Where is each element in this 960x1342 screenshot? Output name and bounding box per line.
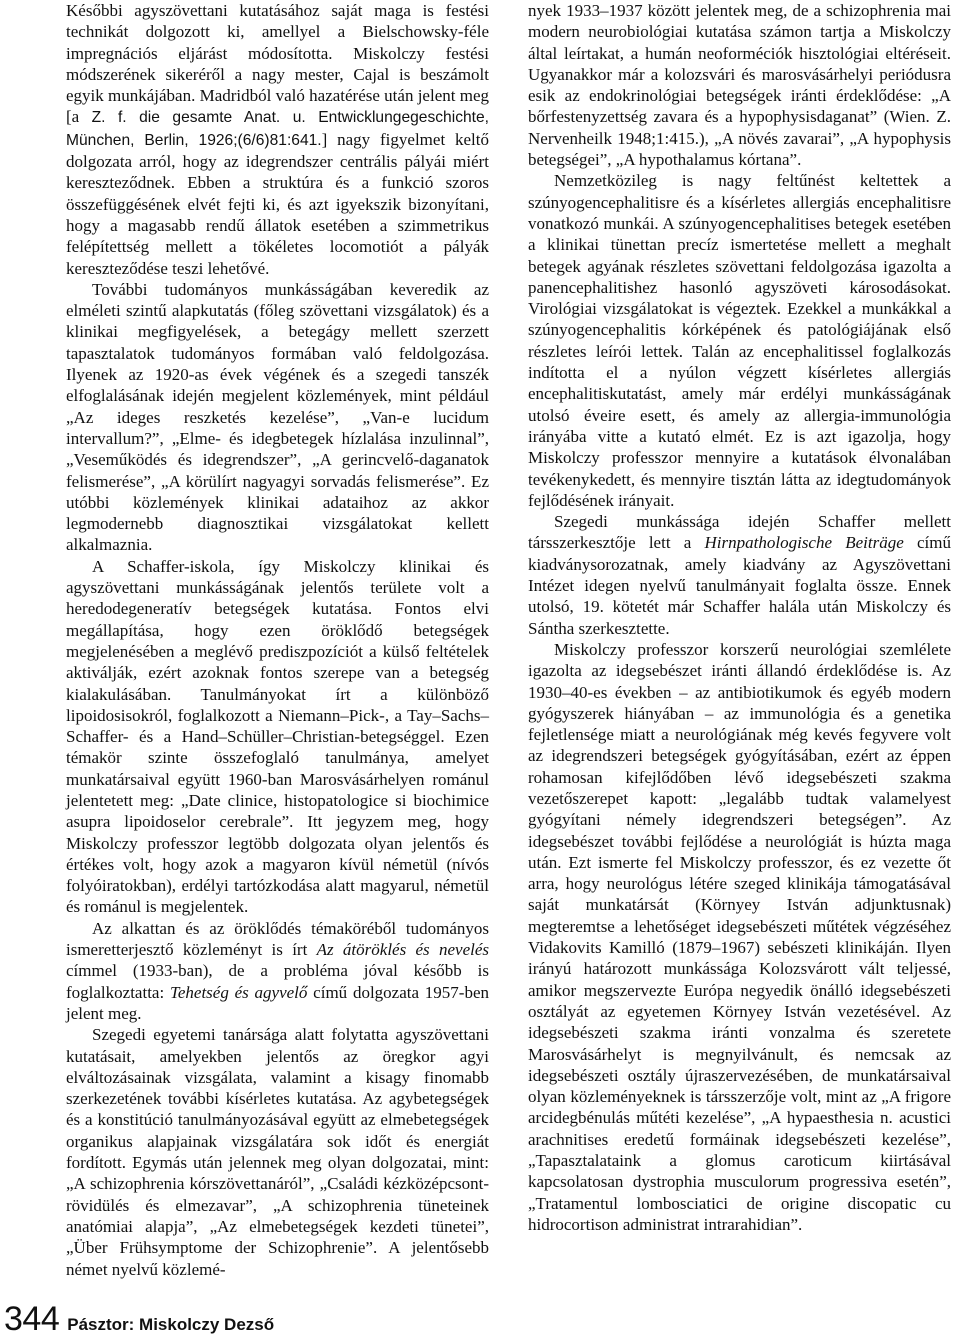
paragraph: További tudományos munkásságában keveredik az elméleti szintű alapkutatás (főleg szövettani vizsgálatok) és a klinikai megfigyelések, a betegágy mellett szerzett tapasztalatok tudományos formában való feldolgozása. Ilyenek az 1920-as évek végének és a szegedi tanszék elfoglalásának idején megjelent közlemények, mint például „Az ideges reszketés kezelése”, „Van-e lucidum intervallum?”, „Elme- és idegbetegek hízlalása inzulinnal”, „Veseműködés és idegrendszer”, „A gerincvelő-daganatok felismerése”, „A körülírt nagyagyi sorvadás felismerése”. Ez utóbbi közlemények klinikai adataihoz az akkor legmodernebb diagnosztikai vizsgálatokat kellett alkalmaznia. <box>66 279 489 555</box>
paragraph: Szegedi munkássága idején Schaffer mellett társszerkesztője lett a Hirnpathologische Beiträge című kiadványsorozatnak, amely kiadvány az Agyszövettani Intézet idegen nyelvű tanulmányait foglalta össze. Ennek utolsó, 19. kötetét már Schaffer halála után Miskolczy és Sántha szerkesztette. <box>528 512 951 638</box>
reference-citation: Wien. Z. Nervenheilk 1948;1:415. <box>528 107 951 148</box>
page-footer <box>4 1300 274 1340</box>
running-head: Pásztor: Miskolczy Dezső <box>67 1315 275 1334</box>
paragraph: Későbbi agyszövettani kutatásához saját maga is festési technikát dolgozott ki, amellyel a Bielschowsky-féle impregnációs eljárást módosította. Miskolczy festési módszerének sikeréről a nagy mester, Cajal is beszámolt egyik munkájában. Madridból való hazatérése után jelent meg [a Z. f. die gesamte Anat. u. Entwicklungegeschichte, München, Berlin, 1926;(6/6)81:641.] nagy figyelmet keltő dolgozata arról, hogy az idegrendszer centrális pályái miért kereszteződnek. Ebben a struktúra és a funkció szoros összefüggésének elvét fejti ki, és azt igyekszik bizonyítani, hogy a magasabb rendű állatok esetében a szimmetrikus felépítettség mellett a tökéletes locomotiót a pályák kereszteződése teszi lehetővé. <box>66 1 490 278</box>
page-number: 344 <box>4 1300 60 1338</box>
paragraph: Szegedi egyetemi tanársága alatt folytatta agyszövettani kutatásait, amelyekben jelentős az öregkor agyi elváltozásainak vizsgálata, valamint a kisagy finomabb szerkezetének további kísérletes kutatása. Az agybetegségek és a konstitúció tanulmányozásával együtt az elmebetegségek organikus alapjainak vizsgálatára sok időt és energiát fordított. Egymás után jelennek meg olyan dolgozatai, mint: „A schizophrenia kórszövettanáról”, „Családi kézközépcsont-rövidülés és elmezavar”, „A schizophrenia tüneteinek anatómiai alapja”, „Az elmebetegségek kezdeti tünetei”, „Über Frühsymptome der Schizophrenie”. A jelentősebb német nyelvű közlemé- <box>66 1025 489 1279</box>
book-title: Tehetség és agyvelő <box>169 982 308 1002</box>
paragraph: Az alkattan és az öröklődés témaköréből tudományos ismeretterjesztő közleményt is írt Az átöröklés és nevelés címmel (1933-ban), de a probléma jóval később is foglalkoztatta: Tehetség és agyvelő című dolgozata 1957-ben jelent meg. <box>66 918 490 1023</box>
book-title: Az átöröklés és nevelés <box>316 940 490 960</box>
reference-citation: Z. f. die gesamte Anat. u. Entwicklungegeschichte, München, Berlin, 1926;(6/6)81:641. <box>66 109 490 149</box>
paragraph: Miskolczy professzor korszerű neurológiai szemlélete igazolta az idegsebészet iránti állandó érdeklődése is. Az 1930–40-es években – az antibiotikumok és egyéb modern gyógyszerek hiányában – az immunológia és a genetika fejletlensége miatt a neurológiának még kevés fegyvere volt az idegrendszeri betegségek gyógyításában, ezért az éppen rohamosan kifejlődőben lévő idegsebészeti szakma vezetőszerepet kapott: „legalább tudtak valamelyest gyógyítani némely idegrendszeri betegségen”. Az idegsebészet további fejlődése a neurológiát is húzta maga után. Ezt ismerte fel Miskolczy professzor, és ez vezette őt arra, hogy neurológus létére szeged klinikája támogatásával saját munkatársát (Környey István adjunktusnak) megteremtse a lehetőséget idegsebészeti műtétek végzéséhez Vidakovits Kamilló (1879–1967) sebészeti klinikáján. Ilyen irányú határozott munkássága Kolozsvárott vált teljessé, amikor megszervezte Európa negyedik önálló idegsebészeti osztályát az egyetemen Környey István vezetésével. Az idegsebészeti szakma iránti vonzalma és szeretete Marosvásárhelyt is megnyilvánult, és nemcsak az idegsebészeti osztály újraszervezésében, de munkatársaival olyan közleményeknek is társszerzője volt, mint az „A frigore arcidegbénulás műtéti kezelése”, „A hypaesthesia n. acustici arachnitises eredetű formáinak idegsebészeti kezelése”, „Tapasztalataink a glomus caroticum kiirtásával kapcsolatosan dystrophia musculorum progressiva esetén”, „Tratamentul lombosciatici de origine discopatic cu hidrocortison administrat intrarahidian”. <box>528 639 951 1234</box>
left-column <box>66 0 489 1280</box>
right-column <box>528 0 951 1235</box>
paragraph: nyek 1933–1937 között jelentek meg, de a schizophrenia mai modern neurobiológiai kutatása számon tartja a Miskolczy által leírtakat, a humán neoforméciók hisztológiai eltéréseit. Ugyanakkor már a kolozsvári és marosvásárhelyi periódusra esik az endokrinológiai betegségek iránti érdeklődése: „A bőrfestenyzettség zavara és a hypophysisdaganat” (Wien. Z. Nervenheilk 1948;1:415.), „A növés zavarai”, „A hypophysis betegségei”, „A hypothalamus kórtana”. <box>528 1 951 170</box>
series-title: Hirnpathologische Beiträge <box>704 533 904 553</box>
paragraph: Nemzetközileg is nagy feltűnést keltettek a szúnyogencephalitisre és a kísérletes allergiás encephalitisre vonatkozó munkái. A szúnyogencephalitises betegek esetében a klinikai tünettan precíz ismertetése mellett a meghalt betegek agyának részletes szövettani feldolgozása igazolta a panencephalitishez hasonló agyszöveti károsodásokat. Virológiai vizsgálatokat is végeztek. Ezekkel a munkákkal a szúnyogencephalitis kórképének és patológiájának első részletes leírói lettek. Talán az encephalitissel foglalkozás indította el a nyúlon végzett kísérletes allergiás encephalitiskutatást, amely már erdélyi munkásságának utolsó éveire esett, és amely az allergia-immunológia irányába vitte a kutató elmét. Ez is azt igazolja, hogy Miskolczy professzor mennyire a kutatások élvonalában tevékenykedett, és mennyire tisztán látta az idegtudományok fejlődésének irányait. <box>528 171 951 510</box>
paragraph: A Schaffer-iskola, így Miskolczy klinikai és agyszövettani munkásságának jelentős területe volt a heredodegeneratív betegségek kutatása. Fontos elvi megállapítása, hogy ezen öröklődő betegségek megjelenésében a meglévő prediszpozíciót a külső feltételek aktiválják, ezért azoknak fontos szerepe van a betegség kialakulásában. Tanulmányokat írt a különböző lipoidosisokról, foglalkozott a Niemann–Pick-, a Tay–Sachs–Schaffer- és a Hand–Schüller–Christian-betegséggel. Ezen témakör szinte összefoglaló tanulmánya, amelyet munkatársaival együtt 1960-ban Marosvásárhelyen románul jelentetett meg: „Date clinice, histopatologice si biochimice asupra lipoidoselor cerebrale”. Itt jegyzem meg, hogy Miskolczy professzor legtöbb dolgozata olyan jelentős és értékes volt, hogy azok a magyaron kívül németül (nívós folyóiratokban), erdélyi tartózkodása alatt magyarul, németül és románul is megjelentek. <box>66 556 489 917</box>
